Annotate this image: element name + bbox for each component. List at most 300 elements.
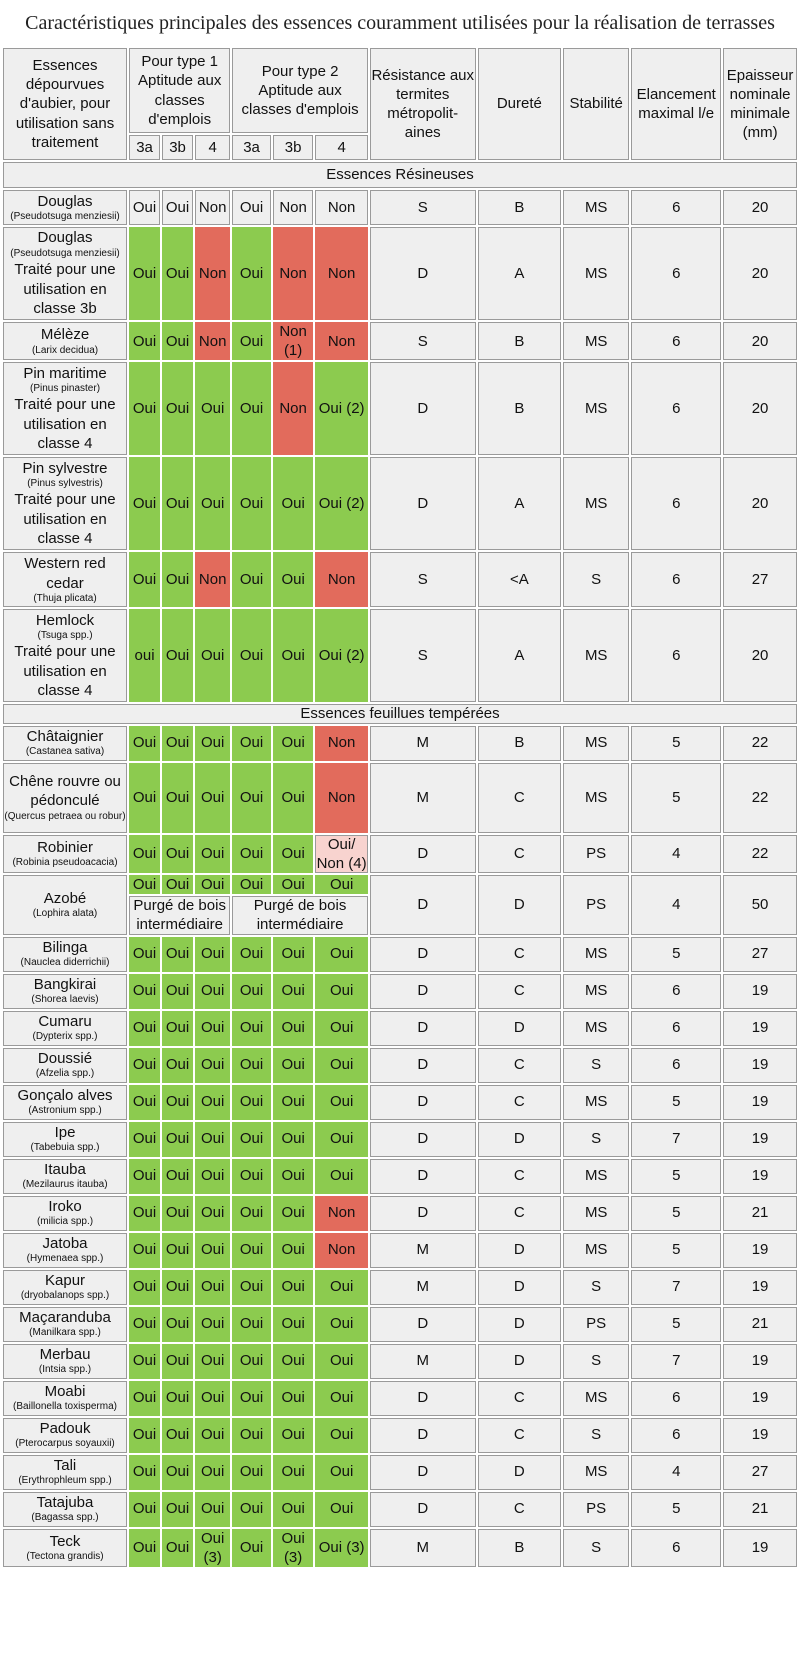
aptitude-cell: Oui [129, 1011, 160, 1046]
aptitude-cell: Oui [129, 1492, 160, 1527]
durete-cell: C [478, 1418, 561, 1453]
table-row [3, 1048, 797, 1083]
aptitude-cell: Oui [162, 835, 193, 873]
aptitude-cell: Oui [162, 1122, 193, 1157]
aptitude-cell: Oui [162, 322, 193, 360]
aptitude-cell: Oui [273, 1159, 314, 1194]
essence-name-cell [3, 974, 127, 1009]
elancement-cell: 6 [631, 1529, 721, 1567]
elancement-cell: 6 [631, 1048, 721, 1083]
table-row [3, 457, 797, 550]
latin-name: (Tabebuia spp.) [30, 1142, 100, 1154]
essence-name: Douglas [37, 192, 93, 210]
table-row [3, 190, 797, 225]
aptitude-cell: Oui [273, 937, 314, 972]
header-termites: Résistance aux termites métropolit-aines [370, 48, 476, 160]
header-class: 3a [232, 135, 270, 160]
essence-name: Pin maritime [23, 364, 107, 382]
epaisseur-cell: 20 [723, 457, 797, 550]
essence-name-cell [3, 1233, 127, 1268]
stabilite-cell: S [563, 552, 629, 607]
table-row [3, 1085, 797, 1120]
aptitude-cell: Oui [195, 1159, 230, 1194]
aptitude-cell: Oui [315, 1418, 367, 1453]
aptitude-cell: Oui [273, 1307, 314, 1342]
aptitude-cell: Oui [129, 1122, 160, 1157]
aptitude-cell: Oui [195, 362, 230, 455]
epaisseur-cell: 50 [723, 875, 797, 935]
essence-name: Tali [53, 1457, 77, 1475]
aptitude-cell: Oui [195, 1492, 230, 1527]
stabilite-cell: MS [563, 974, 629, 1009]
aptitude-cell: Oui [162, 726, 193, 761]
table-row [3, 322, 797, 360]
aptitude-cell: Oui [195, 1048, 230, 1083]
essence-name: Cumaru [38, 1013, 92, 1031]
aptitude-cell: Oui [315, 1085, 367, 1120]
essence-name: Pin sylvestre [22, 459, 108, 477]
aptitude-cell: Oui [273, 1344, 314, 1379]
aptitude-cell: Oui [162, 763, 193, 833]
termites-cell: D [370, 1307, 476, 1342]
latin-name: (Lophira alata) [32, 908, 98, 920]
aptitude-cell: Non [195, 552, 230, 607]
aptitude-cell: Oui [273, 1418, 314, 1453]
purge-note: Purgé de bois intermédiaire [129, 896, 230, 934]
durete-cell: B [478, 322, 561, 360]
aptitude-cell: Oui [232, 609, 270, 702]
aptitude-cell: Oui [129, 875, 160, 894]
essence-name: Padouk [39, 1420, 91, 1438]
aptitude-cell: Oui [232, 763, 270, 833]
aptitude-cell: Oui [232, 227, 270, 320]
aptitude-cell: Oui [129, 1048, 160, 1083]
epaisseur-cell: 20 [723, 609, 797, 702]
essence-name: Kapur [45, 1272, 86, 1290]
stabilite-cell: MS [563, 322, 629, 360]
aptitude-cell: Oui [129, 362, 160, 455]
aptitude-cell: Oui [162, 227, 193, 320]
essence-name-cell [3, 937, 127, 972]
essence-name-cell [3, 609, 127, 702]
aptitude-cell: Oui [162, 974, 193, 1009]
stabilite-cell: S [563, 1529, 629, 1567]
aptitude-cell: Oui (2) [315, 609, 367, 702]
aptitude-cell: Oui [195, 835, 230, 873]
aptitude-cell: Oui [232, 1381, 270, 1416]
aptitude-cell: Oui [162, 1344, 193, 1379]
epaisseur-cell: 20 [723, 190, 797, 225]
termites-cell: D [370, 1455, 476, 1490]
elancement-cell: 6 [631, 322, 721, 360]
termites-cell: M [370, 1344, 476, 1379]
aptitude-cell: Non [273, 362, 314, 455]
aptitude-cell: Oui [162, 1159, 193, 1194]
stabilite-cell: MS [563, 1455, 629, 1490]
durete-cell: D [478, 1270, 561, 1305]
essence-name: Western red cedar [24, 555, 106, 592]
elancement-cell: 7 [631, 1344, 721, 1379]
aptitude-cell: Oui [315, 1270, 367, 1305]
epaisseur-cell: 22 [723, 726, 797, 761]
aptitude-cell: Oui [232, 1492, 270, 1527]
elancement-cell: 5 [631, 763, 721, 833]
epaisseur-cell: 27 [723, 937, 797, 972]
stabilite-cell: MS [563, 726, 629, 761]
aptitude-cell: Oui [315, 1455, 367, 1490]
aptitude-cell: Oui (3) [195, 1529, 230, 1567]
durete-cell: D [478, 1344, 561, 1379]
aptitude-cell: Oui [129, 974, 160, 1009]
aptitude-cell: Non [195, 227, 230, 320]
aptitude-cell: Non [273, 227, 314, 320]
durete-cell: D [478, 875, 561, 935]
stabilite-cell: S [563, 1418, 629, 1453]
aptitude-cell: Oui [232, 322, 270, 360]
aptitude-cell: Oui [195, 1270, 230, 1305]
aptitude-cell: Oui (2) [315, 457, 367, 550]
aptitude-cell: Non [273, 190, 314, 225]
essence-name-cell [3, 1196, 127, 1231]
termites-cell: D [370, 1418, 476, 1453]
latin-name: (Erythrophleum spp.) [18, 1475, 112, 1487]
essence-name-cell [3, 1381, 127, 1416]
essence-name-cell [3, 1418, 127, 1453]
termites-cell: M [370, 763, 476, 833]
latin-name: (Robinia pseudoacacia) [12, 857, 118, 869]
aptitude-cell: Oui [232, 974, 270, 1009]
termites-cell: D [370, 974, 476, 1009]
essence-name: Iroko [48, 1198, 82, 1216]
elancement-cell: 6 [631, 1381, 721, 1416]
termites-cell: D [370, 457, 476, 550]
durete-cell: A [478, 227, 561, 320]
elancement-cell: 6 [631, 457, 721, 550]
aptitude-cell: Oui [162, 1048, 193, 1083]
epaisseur-cell: 21 [723, 1492, 797, 1527]
durete-cell: C [478, 1048, 561, 1083]
aptitude-cell: Oui [273, 1233, 314, 1268]
durete-cell: B [478, 362, 561, 455]
latin-name: (Nauclea diderrichii) [20, 957, 110, 969]
aptitude-cell: Oui [162, 875, 193, 894]
termites-cell: D [370, 362, 476, 455]
elancement-cell: 4 [631, 1455, 721, 1490]
elancement-cell: 6 [631, 974, 721, 1009]
aptitude-cell: Oui [273, 1381, 314, 1416]
essence-name-cell [3, 362, 127, 455]
latin-name: (Larix decidua) [31, 344, 99, 356]
termites-cell: D [370, 1381, 476, 1416]
epaisseur-cell: 19 [723, 1233, 797, 1268]
stabilite-cell: MS [563, 609, 629, 702]
elancement-cell: 7 [631, 1122, 721, 1157]
latin-name: (Thuja plicata) [33, 592, 97, 604]
latin-name: (Castanea sativa) [25, 746, 105, 758]
stabilite-cell: MS [563, 362, 629, 455]
aptitude-cell: Non [315, 227, 367, 320]
termites-cell: M [370, 1233, 476, 1268]
epaisseur-cell: 21 [723, 1196, 797, 1231]
aptitude-cell: Oui [162, 937, 193, 972]
aptitude-cell: Oui [273, 1455, 314, 1490]
essence-name: Itauba [44, 1161, 86, 1179]
aptitude-cell: Oui [195, 457, 230, 550]
aptitude-cell: Oui [273, 1122, 314, 1157]
aptitude-cell: Oui [195, 1307, 230, 1342]
stabilite-cell: S [563, 1270, 629, 1305]
table-row [3, 937, 797, 972]
elancement-cell: 6 [631, 362, 721, 455]
treatment-note: Traité pour une utilisation en classe 4 [14, 491, 116, 548]
essence-name: Mélèze [40, 326, 90, 344]
aptitude-cell: Oui [273, 1196, 314, 1231]
elancement-cell: 6 [631, 1011, 721, 1046]
essence-name-cell [3, 1122, 127, 1157]
durete-cell: A [478, 457, 561, 550]
epaisseur-cell: 19 [723, 1270, 797, 1305]
aptitude-cell: Oui [129, 1455, 160, 1490]
table-row [3, 1381, 797, 1416]
aptitude-cell: Oui (2) [315, 362, 367, 455]
termites-cell: D [370, 835, 476, 873]
aptitude-cell: Oui [162, 1196, 193, 1231]
termites-cell: S [370, 552, 476, 607]
table-row [3, 763, 797, 833]
epaisseur-cell: 19 [723, 1381, 797, 1416]
aptitude-cell: Oui [162, 1455, 193, 1490]
essence-name: Bilinga [42, 939, 88, 957]
aptitude-cell: Oui [162, 362, 193, 455]
aptitude-cell: Oui [162, 190, 193, 225]
durete-cell: B [478, 190, 561, 225]
stabilite-cell: MS [563, 1085, 629, 1120]
aptitude-cell: Oui [273, 763, 314, 833]
aptitude-cell: Oui [232, 937, 270, 972]
durete-cell: D [478, 1011, 561, 1046]
durete-cell: C [478, 1492, 561, 1527]
aptitude-cell: Oui [129, 552, 160, 607]
essence-name: Bangkirai [33, 976, 97, 994]
termites-cell: S [370, 322, 476, 360]
aptitude-cell: Oui [232, 1122, 270, 1157]
termites-cell: D [370, 1159, 476, 1194]
essence-name-cell [3, 1529, 127, 1567]
aptitude-cell: Oui [195, 974, 230, 1009]
aptitude-cell: Oui [162, 1085, 193, 1120]
essence-name: Robinier [37, 838, 93, 856]
aptitude-cell: Oui [232, 457, 270, 550]
aptitude-cell: Oui [232, 1085, 270, 1120]
aptitude-cell: Oui [273, 457, 314, 550]
epaisseur-cell: 21 [723, 1307, 797, 1342]
table-row [3, 974, 797, 1009]
aptitude-cell: Oui [232, 726, 270, 761]
treatment-note: Traité pour une utilisation en classe 4 [14, 643, 116, 700]
aptitude-cell: Oui [195, 1344, 230, 1379]
aptitude-cell: Oui [195, 937, 230, 972]
durete-cell: C [478, 937, 561, 972]
aptitude-cell: Oui [232, 1418, 270, 1453]
table-row [3, 1196, 797, 1231]
aptitude-cell: Oui [129, 457, 160, 550]
stabilite-cell: PS [563, 875, 629, 935]
header-essences: Essences dépourvues d'aubier, pour utilisation sans traitement [3, 48, 127, 160]
stabilite-cell: MS [563, 227, 629, 320]
essence-name-cell [3, 322, 127, 360]
durete-cell: C [478, 1381, 561, 1416]
termites-cell: D [370, 1492, 476, 1527]
stabilite-cell: MS [563, 1196, 629, 1231]
aptitude-cell: Oui [232, 1233, 270, 1268]
aptitude-cell: oui [129, 609, 160, 702]
essence-name-cell [3, 227, 127, 320]
durete-cell: B [478, 1529, 561, 1567]
aptitude-cell: Oui [232, 552, 270, 607]
aptitude-cell: Oui [232, 1270, 270, 1305]
aptitude-cell: Non (1) [273, 322, 314, 360]
page-title: Caractéristiques principales des essences couramment utilisées pour la réalisation de terrasses [25, 12, 775, 34]
elancement-cell: 5 [631, 1159, 721, 1194]
aptitude-cell: Oui [232, 362, 270, 455]
latin-name: (Dypterix spp.) [32, 1031, 98, 1043]
termites-cell: M [370, 1529, 476, 1567]
elancement-cell: 6 [631, 1418, 721, 1453]
durete-cell: C [478, 835, 561, 873]
aptitude-cell: Oui [315, 1492, 367, 1527]
termites-cell: D [370, 1085, 476, 1120]
aptitude-cell: Oui [162, 552, 193, 607]
essence-name: Ipe [54, 1124, 76, 1142]
latin-name: (Astronium spp.) [28, 1105, 102, 1117]
essence-name: Teck [49, 1532, 81, 1550]
aptitude-cell: Oui [195, 1455, 230, 1490]
aptitude-cell: Oui [273, 1270, 314, 1305]
table-row [3, 835, 797, 873]
aptitude-cell: Oui [162, 1233, 193, 1268]
aptitude-cell: Oui [129, 1418, 160, 1453]
aptitude-cell: Oui [195, 763, 230, 833]
section-resineuses: Essences Résineuses [3, 162, 797, 188]
aptitude-cell: Oui [129, 835, 160, 873]
aptitude-cell: Oui [195, 1196, 230, 1231]
elancement-cell: 7 [631, 1270, 721, 1305]
durete-cell: C [478, 974, 561, 1009]
termites-cell: D [370, 227, 476, 320]
aptitude-cell: Oui [195, 1011, 230, 1046]
aptitude-cell: Oui [273, 835, 314, 873]
durete-cell: D [478, 1233, 561, 1268]
aptitude-cell: Oui [315, 1048, 367, 1083]
essence-name-cell [3, 457, 127, 550]
essence-name: Douglas [37, 229, 93, 247]
aptitude-cell: Oui [273, 1492, 314, 1527]
stabilite-cell: MS [563, 763, 629, 833]
aptitude-cell: Oui [232, 1048, 270, 1083]
table-row [3, 1122, 797, 1157]
table-row [3, 1344, 797, 1379]
aptitude-cell: Oui (3) [273, 1529, 314, 1567]
aptitude-cell: Oui [273, 609, 314, 702]
stabilite-cell: PS [563, 1307, 629, 1342]
stabilite-cell: MS [563, 457, 629, 550]
aptitude-cell: Oui [232, 875, 270, 894]
aptitude-cell: Oui [273, 726, 314, 761]
aptitude-cell: Oui [273, 552, 314, 607]
durete-cell: D [478, 1455, 561, 1490]
aptitude-cell: Non [195, 322, 230, 360]
aptitude-cell: Oui [162, 457, 193, 550]
header-elancement: Elancement maximal l/e [631, 48, 721, 160]
aptitude-cell: Oui [129, 1085, 160, 1120]
essence-name-cell [3, 1492, 127, 1527]
table-row [3, 726, 797, 761]
essence-name-cell [3, 1048, 127, 1083]
aptitude-cell: Oui [129, 1159, 160, 1194]
table-row [3, 362, 797, 455]
termites-cell: S [370, 609, 476, 702]
table-row [3, 609, 797, 702]
durete-cell: D [478, 1122, 561, 1157]
header-epaisseur: Epaisseur nominale minimale (mm) [723, 48, 797, 160]
table-row [3, 1159, 797, 1194]
aptitude-cell: Oui [129, 1196, 160, 1231]
header-stabilite: Stabilité [563, 48, 629, 160]
elancement-cell: 5 [631, 937, 721, 972]
aptitude-cell: Oui [315, 1381, 367, 1416]
epaisseur-cell: 19 [723, 1011, 797, 1046]
epaisseur-cell: 19 [723, 1085, 797, 1120]
durete-cell: C [478, 1159, 561, 1194]
aptitude-cell: Oui [129, 1307, 160, 1342]
table-row [3, 1307, 797, 1342]
latin-name: (dryobalanops spp.) [20, 1290, 110, 1302]
aptitude-cell: Oui [273, 875, 314, 894]
essence-name-cell [3, 875, 127, 935]
section-feuillues: Essences feuillues tempérées [3, 704, 797, 723]
aptitude-cell: Oui [232, 1196, 270, 1231]
table-row [3, 1418, 797, 1453]
essence-name-cell [3, 1011, 127, 1046]
latin-name: (Pterocarpus soyauxii) [15, 1438, 115, 1450]
latin-name: (Shorea laevis) [31, 994, 99, 1006]
aptitude-cell: Oui [129, 937, 160, 972]
aptitude-cell: Oui [315, 1122, 367, 1157]
aptitude-cell: Oui [232, 835, 270, 873]
aptitude-cell: Oui [129, 322, 160, 360]
latin-name: (Pseudotsuga menziesii) [10, 247, 120, 259]
latin-name: (Quercus petraea ou robur) [4, 810, 126, 822]
stabilite-cell: PS [563, 835, 629, 873]
epaisseur-cell: 20 [723, 322, 797, 360]
termites-cell: M [370, 726, 476, 761]
durete-cell: <A [478, 552, 561, 607]
essence-name-cell [3, 1159, 127, 1194]
termites-cell: D [370, 1011, 476, 1046]
aptitude-cell: Oui [232, 1455, 270, 1490]
essence-name-cell [3, 1270, 127, 1305]
aptitude-cell: Oui/ Non (4) [316, 835, 367, 872]
aptitude-cell: Oui [129, 1529, 160, 1567]
treatment-note: Traité pour une utilisation en classe 4 [14, 396, 116, 453]
stabilite-cell: S [563, 1048, 629, 1083]
purge-note: Purgé de bois intermédiaire [232, 896, 368, 934]
elancement-cell: 4 [631, 875, 721, 935]
aptitude-cell: Oui [195, 1418, 230, 1453]
aptitude-cell: Oui [195, 1233, 230, 1268]
durete-cell: C [478, 1085, 561, 1120]
stabilite-cell: S [563, 1344, 629, 1379]
